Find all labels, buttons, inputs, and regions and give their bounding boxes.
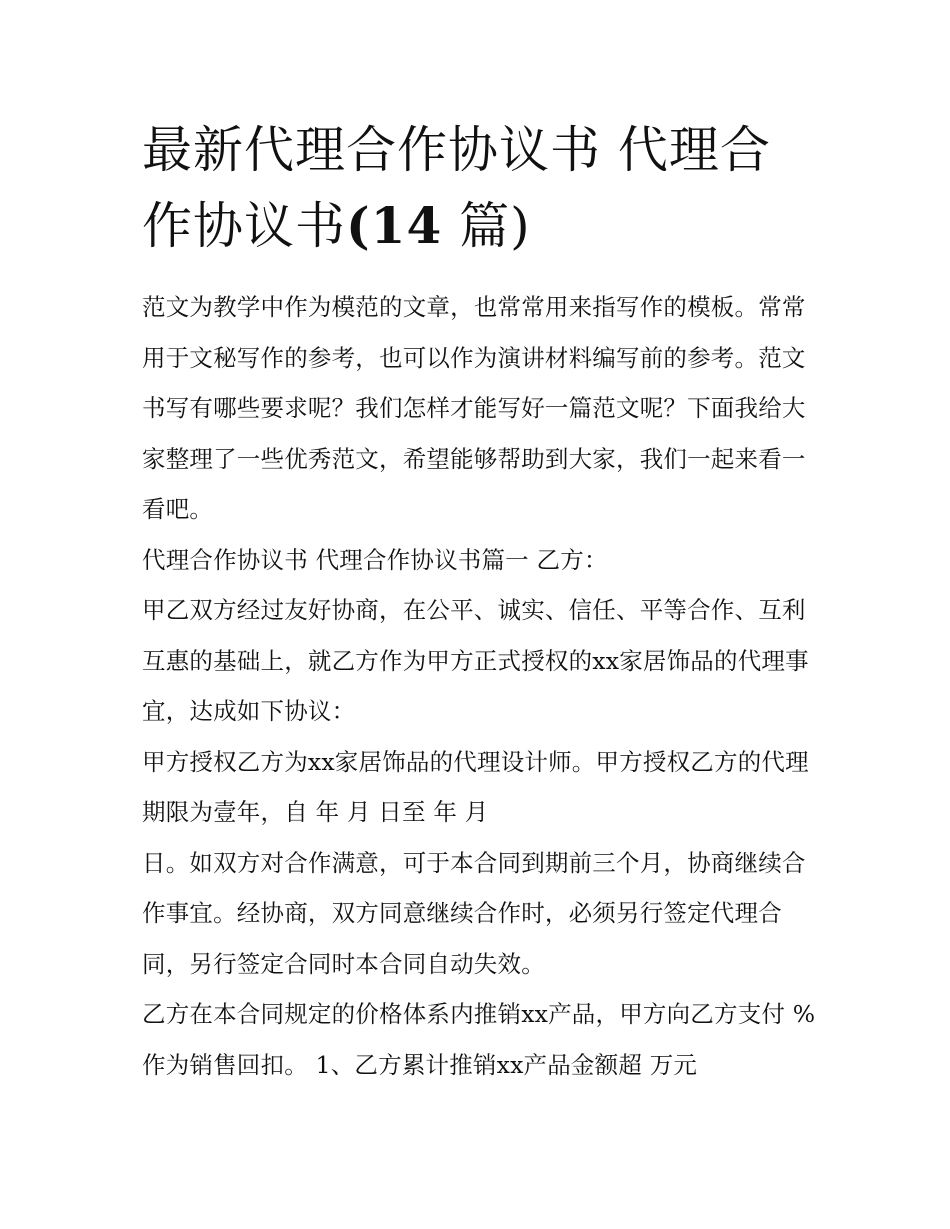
document-title: [142, 112, 818, 264]
agreement-paragraph: 甲乙双方经过友好协商，在公平、诚实、信任、平等合作、互利互惠的基础上，就乙方作为甲方正式授权的xx家居饰品的代理事宜，达成如下协议：: [142, 596, 809, 725]
term-paragraph: 日。如双方对合作满意，可于本合同到期前三个月，协商继续合作事宜。经协商，双方同意继续合作时，必须另行签定代理合同，另行签定合同时本合同自动失效。: [142, 848, 806, 978]
title-main: 最新代理合作协议书 代理合作协议书: [142, 121, 771, 255]
title-suffix: 篇): [459, 197, 531, 255]
authorization-paragraph: 甲方授权乙方为xx家居饰品的代理设计师。甲方授权乙方的代理期限为壹年，自 年 月 日至 年 月: [142, 747, 809, 826]
section-heading: 代理合作协议书 代理合作协议书篇一 乙方：: [142, 545, 608, 574]
document-page: [142, 112, 818, 1090]
intro-paragraph: 范文为教学中作为模范的文章，也常常用来指写作的模板。常常用于文秘写作的参考，也可以作为演讲材料编写前的参考。范文书写有哪些要求呢？我们怎样才能写好一篇范文呢？下面我给大家整理了一些优秀范文，希望能够帮助到大家，我们一起来看一看吧。: [142, 293, 806, 523]
title-count: (14: [346, 196, 443, 255]
commission-paragraph: 乙方在本合同规定的价格体系内推销xx产品，甲方向乙方支付 %作为销售回扣。 1、乙方累计推销xx产品金额超 万元: [142, 1000, 816, 1079]
